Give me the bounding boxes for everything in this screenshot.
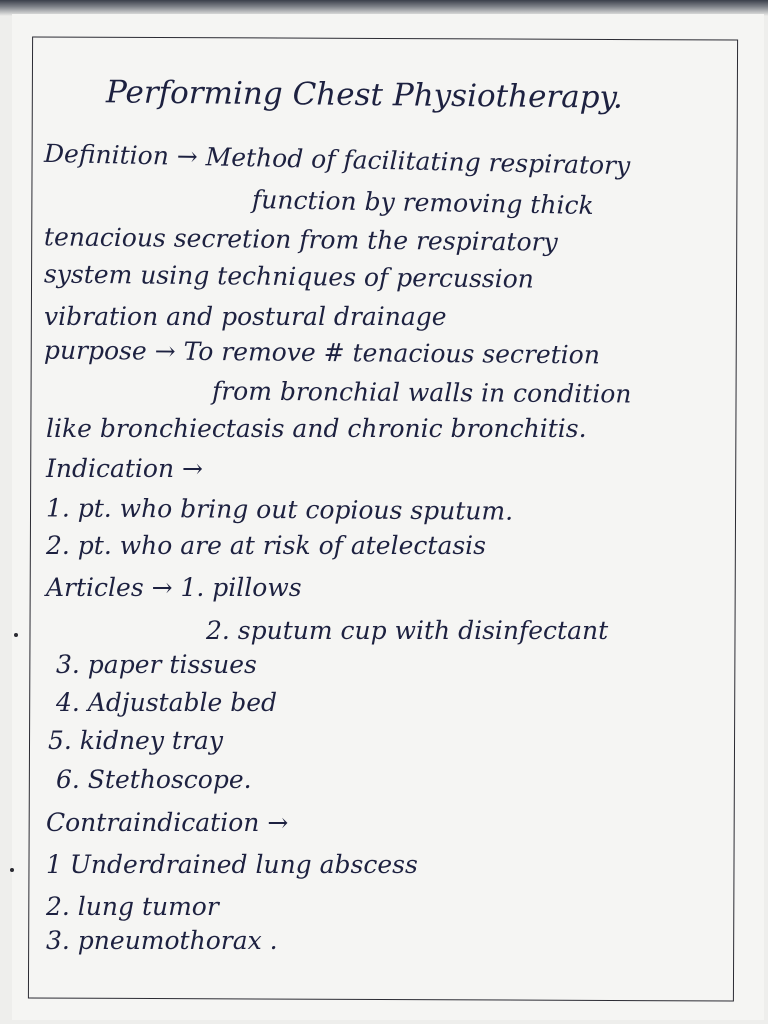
- margin-mark: [10, 868, 14, 872]
- articles-item-2: 2. sputum cup with disinfectant: [206, 616, 609, 645]
- contraindication-item-1: 1 Underdrained lung abscess: [46, 850, 418, 879]
- articles-item-3: 3. paper tissues: [56, 650, 257, 679]
- definition-line-4: system using techniques of percussion: [43, 259, 535, 294]
- contraindication-heading: Contraindication →: [46, 808, 289, 837]
- indication-item-2: 2. pt. who are at risk of atelectasis: [46, 531, 487, 560]
- definition-line-1: Definition → Method of facilitating respiratory: [43, 138, 631, 181]
- indication-item-1: 1. pt. who bring out copious sputum.: [45, 493, 514, 526]
- purpose-line-2: from bronchial walls in condition: [211, 376, 632, 409]
- purpose-line-3: like bronchiectasis and chronic bronchitis.: [46, 414, 587, 443]
- definition-line-2: function by removing thick: [251, 185, 594, 220]
- articles-item-4: 4. Adjustable bed: [56, 688, 278, 717]
- contraindication-item-2: 2. lung tumor: [46, 892, 219, 921]
- margin-mark: [14, 633, 18, 637]
- articles-item-6: 6. Stethoscope.: [56, 765, 252, 794]
- contraindication-item-3: 3. pneumothorax .: [46, 926, 278, 955]
- purpose-line-1: purpose → To remove # tenacious secretion: [43, 335, 601, 370]
- articles-heading: Articles → 1. pillows: [46, 573, 302, 602]
- page-title: Performing Chest Physiotherapy.: [105, 74, 623, 116]
- articles-item-5: 5. kidney tray: [48, 726, 223, 755]
- definition-line-5: vibration and postural drainage: [44, 302, 447, 331]
- indication-heading: Indication →: [46, 454, 203, 483]
- definition-line-3: tenacious secretion from the respiratory: [43, 222, 558, 257]
